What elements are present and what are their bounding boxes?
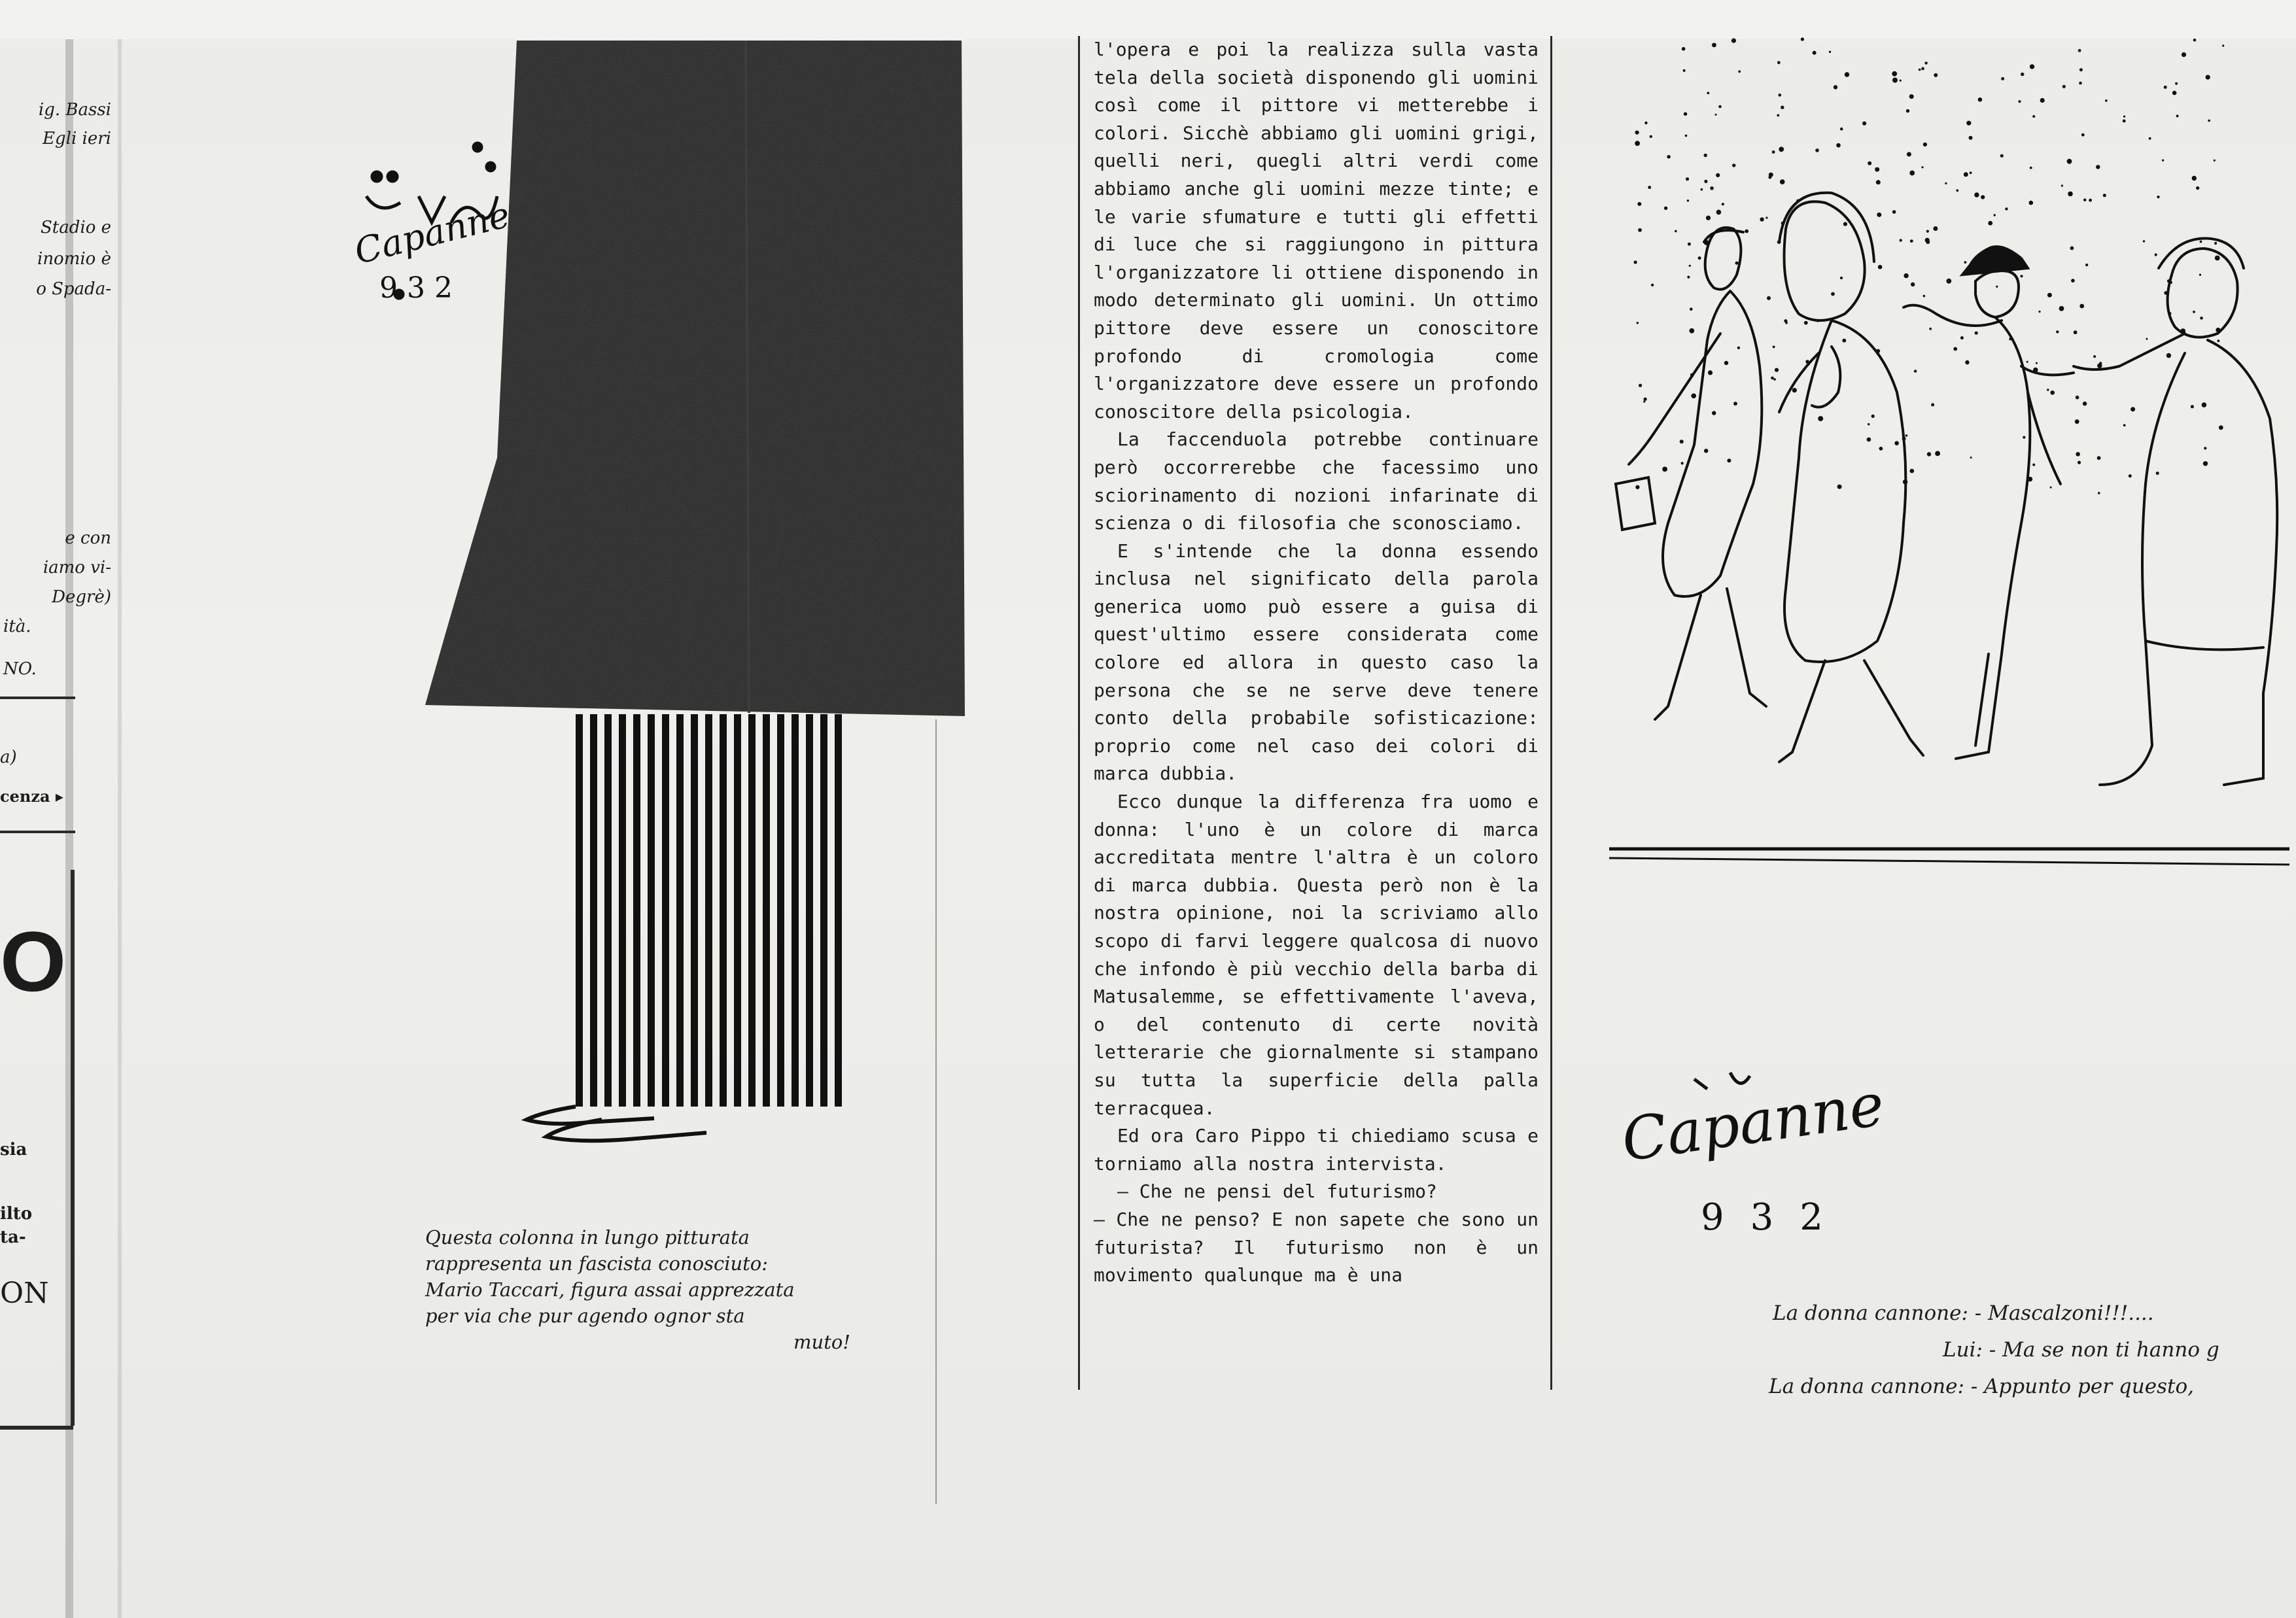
strip-big-letter: O [0,914,67,1009]
cartoon-illustration [1570,26,2296,889]
strip-line: inomio è [37,249,111,269]
faint-rule [935,719,937,1504]
caption-line: Mario Taccari, figura assai apprezzata [425,1279,795,1301]
column-rule-left [1078,36,1080,1390]
strip-line: ità. [3,617,31,636]
article-paragraph: Ed ora Caro Pippo ti chiediamo scusa e torniamo alla nostra intervista. [1094,1125,1539,1175]
caption-line: Lui: - Ma se non ti hanno g [1943,1338,2219,1362]
confetti-dots [1634,37,2225,494]
cartoon-caption [1760,1295,2296,1405]
article-paragraph: E s'intende che la donna essendo inclusa nel significato della parola generica uomo può essere a guisa di quest'ultimo essere considerata come colore ed allora in questo caso la persona che se ne serve deve tenere conto della probabile sofisticazione: proprio come nel caso dei colori di marca dubbia. [1094,540,1539,785]
strip-line: ilto [0,1204,33,1224]
strip-line: ON [0,1277,49,1310]
article-paragraph: La faccenduola potrebbe continuare però occorrerebbe che facessimo uno sciorinamento di nozioni infarinate di scienza o di filosofia che sconosciamo. [1094,428,1539,534]
ground-line [1609,858,2289,865]
strip-signoff: NO. [3,659,37,679]
strip-line: iamo vi- [43,558,111,577]
cartoon-signature [1609,1046,1949,1243]
caption-line: muto! [793,1331,850,1353]
striped-trousers [569,714,843,1107]
strip-line: sia [0,1140,27,1160]
strip-line: a) [0,748,17,767]
strip-line: Egli ieri [43,129,111,148]
strip-line: ta- [0,1228,26,1247]
strip-line: e con [65,528,111,548]
article-column [1094,36,1539,1290]
caption-line: per via che pur agendo ognor sta [425,1305,745,1327]
strip-line: Degrè) [52,587,111,607]
caption-line: Questa colonna in lungo pitturata [425,1226,750,1248]
article-paragraph: Ecco dunque la differenza fra uomo e donna: l'uno è un colore di marca accreditata mentre l'altra è un coloro di marca dubbia. Questa però non è la nostra opinione, noi la scriviamo allo scopo di farvi leggere qualcosa di nuovo che infondo è più vecchio della barba di Matusalemme, se effettivamente l'aveva, o del contenuto di certe novità letterarie che giornalmente si stampano su tutta la superficie della palla terracquea. [1094,791,1539,1119]
caption-line: rappresenta un fascista conosciuto: [425,1252,769,1275]
signature-text: Capanne [350,194,514,273]
column-rule-right [1550,36,1552,1390]
coat-shape [425,41,965,716]
caricature-caption [425,1224,850,1355]
signature-text: Capanne [1617,1070,1888,1175]
caption-line: La donna cannone: - Mascalzoni!!!.... [1773,1301,2154,1325]
article-paragraph: — Che ne pensi del futurismo? [1117,1180,1437,1203]
signature-year: 932 [1701,1196,1849,1239]
article-paragraph: — Che ne penso? E non sapete che sono un futurista? Il futurismo non è un movimento qualunque ma è una [1094,1208,1539,1286]
article-paragraph: l'opera e poi la realizza sulla vasta tela della società disponendo gli uomini così come il pittore vi metterebbe i colori. Sicchè abbiamo gli uomini grigi, quelli neri, quegli altri verdi come abbiamo anche gli uomini mezze tinte; e le varie sfumature e tutti gli effetti di luce che si raggiungono in pittura l'organizzatore li ottiene disponendo in modo determinato gli uomini. Un ottimo pittore deve essere un conoscitore profondo di cromologia come l'organizzatore deve essere un profondo conoscitore della psicologia. [1094,39,1539,422]
caption-line: La donna cannone: - Appunto per questo, [1769,1375,2194,1398]
strip-line: cenza ▸ [0,787,63,806]
strip-line: o Spada- [36,279,111,299]
strip-line: Stadio e [40,218,111,237]
strip-line: ig. Bassi [38,100,111,120]
signature-year: 932 [379,271,462,305]
shoes [527,1107,706,1141]
